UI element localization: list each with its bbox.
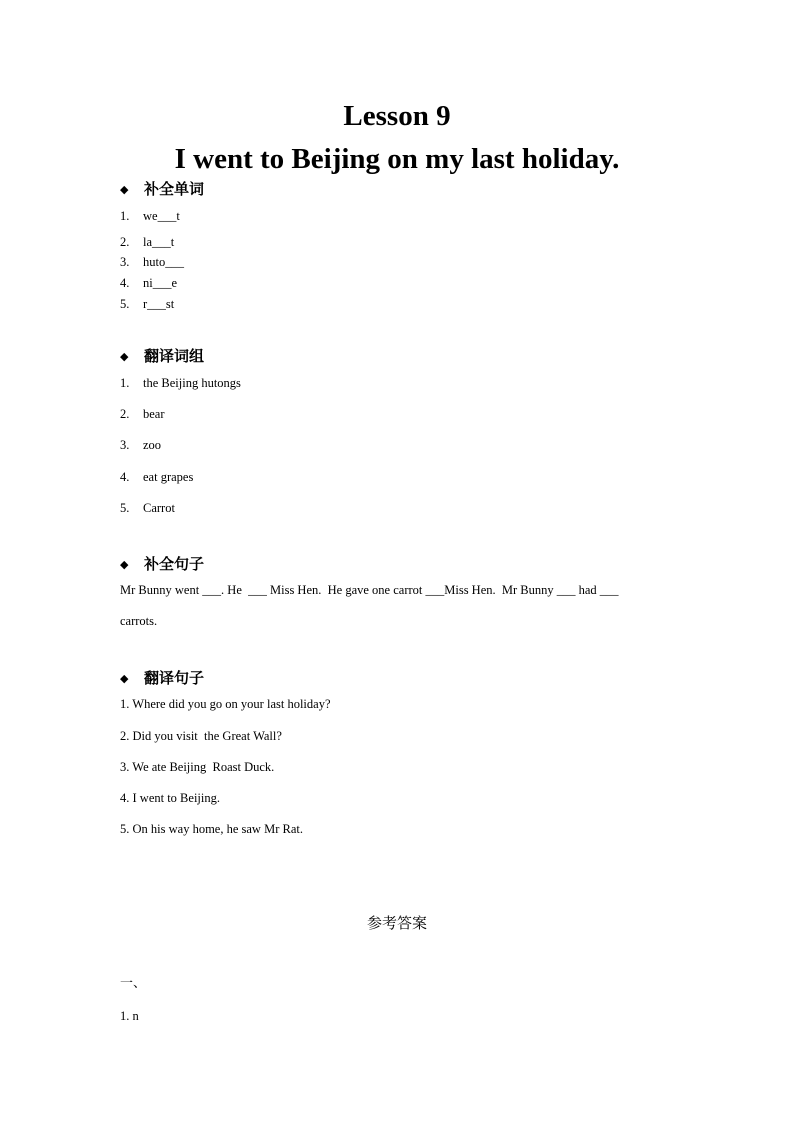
answer-key-heading: 参考答案 [366,914,427,932]
list-item [120,377,241,390]
list-item [120,277,177,290]
diamond-bullet-icon: ◆ [120,558,129,571]
section-heading-translate-phrases [120,349,204,364]
answer-item: 1. n [120,1009,139,1023]
item-text: the Beijing hutongs [143,376,241,390]
item-number: 1. [120,209,130,223]
sentence-item: 3. We ate Beijing Roast Duck. [120,760,275,774]
item-number: 3. [120,255,130,269]
list-item [120,298,174,311]
item-number: 3. [120,438,130,452]
list-item [120,408,165,421]
list-item [120,471,193,484]
lesson-subtitle: I went to Beijing on my last holiday. [174,143,620,175]
list-item [120,236,174,249]
item-text: bear [143,407,165,421]
item-text: eat grapes [143,470,194,484]
sentence-item: 1. Where did you go on your last holiday? [120,697,331,711]
diamond-bullet-icon: ◆ [120,350,129,363]
item-number: 4. [120,470,130,484]
section-heading-text: 翻译词组 [144,347,205,365]
item-number: 2. [120,407,130,421]
item-text: zoo [143,438,162,452]
section-heading-translate-sentences [120,671,204,686]
sentence-item: 4. I went to Beijing. [120,791,220,805]
section-heading-text: 补全单词 [144,180,205,198]
item-text: we___t [143,209,180,223]
diamond-bullet-icon: ◆ [120,672,129,685]
item-number: 5. [120,501,130,515]
section-heading-complete-words [120,182,204,197]
item-number: 1. [120,376,130,390]
list-item [120,439,161,452]
item-text: r___st [143,297,175,311]
item-text: Carrot [143,501,175,515]
list-item [120,502,175,515]
list-item [120,256,184,269]
item-text: la___t [143,235,175,249]
diamond-bullet-icon: ◆ [120,183,129,196]
item-number: 2. [120,235,130,249]
fill-in-passage-line-1: Mr Bunny went ___. He ___ Miss Hen. He gave one carrot ___Miss Hen. Mr Bunny ___ had ___ [120,583,619,597]
section-heading-complete-sentences [120,557,204,572]
item-number: 4. [120,276,130,290]
item-text: ni___e [143,276,178,290]
item-text: huto___ [143,255,184,269]
fill-in-passage-line-2: carrots. [120,614,158,628]
answer-part-label: 一、 [120,975,147,990]
list-item [120,210,180,223]
item-number: 5. [120,297,130,311]
section-heading-text: 补全句子 [144,555,205,573]
section-heading-text: 翻译句子 [144,669,205,687]
sentence-item: 5. On his way home, he saw Mr Rat. [120,822,303,836]
sentence-item: 2. Did you visit the Great Wall? [120,729,282,743]
lesson-title: Lesson 9 [343,100,451,132]
